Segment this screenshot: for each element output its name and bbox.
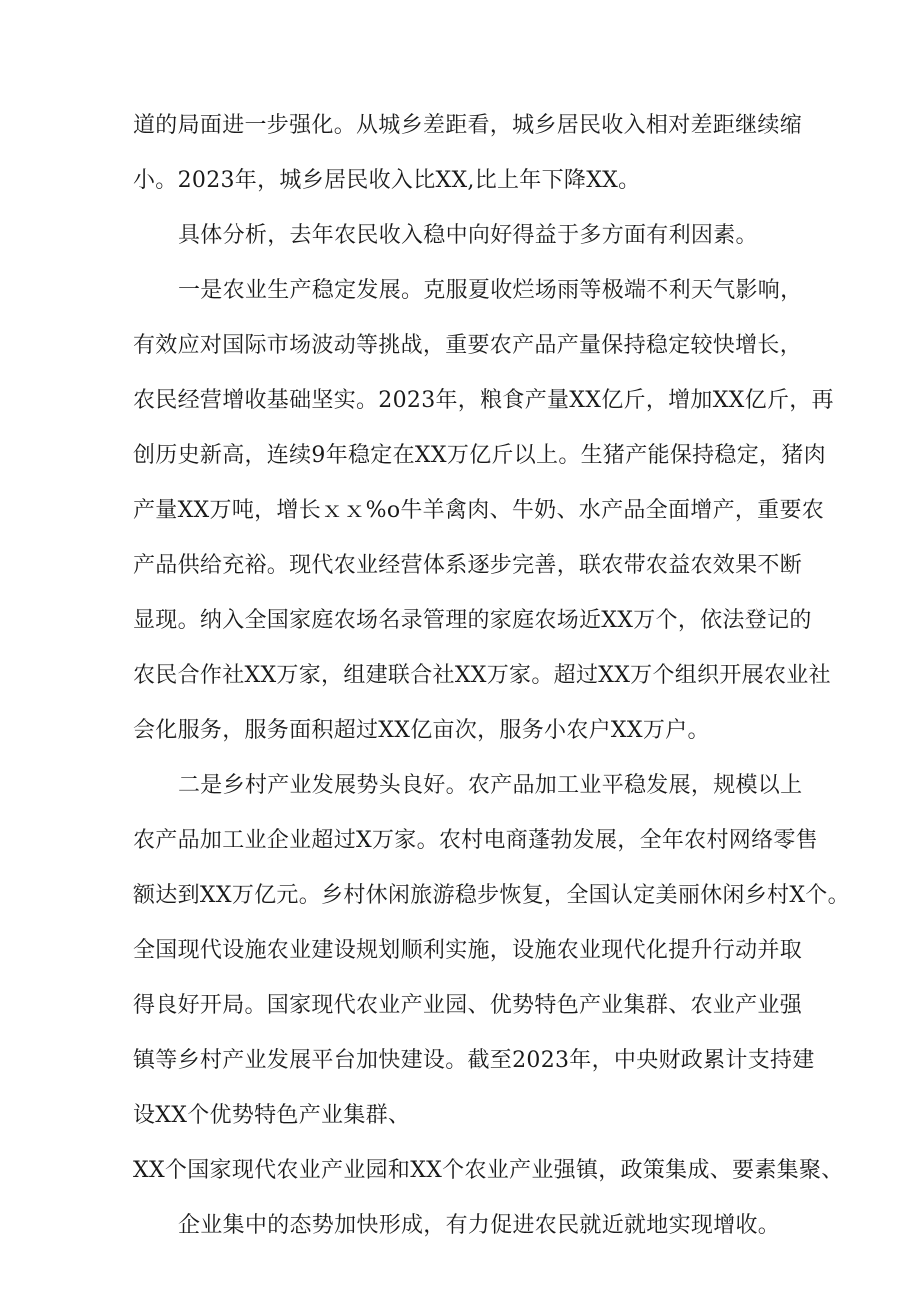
text-line: 有效应对国际市场波动等挑战，重要农产品产量保持稳定较快增长，	[133, 333, 803, 358]
text-line: 农产品加工业企业超过X万家。农村电商蓬勃发展，全年农村网络零售	[133, 828, 818, 853]
paragraph-line: 具体分析，去年农民收入稳中向好得益于多方面有利因素。	[178, 223, 758, 248]
text-line: 显现。纳入全国家庭农场名录管理的家庭农场近XX万个，依法登记的	[133, 608, 812, 633]
text-line: 道的局面进一步强化。从城乡差距看，城乡居民收入相对差距继续缩	[133, 113, 803, 138]
paragraph-line: 企业集中的态势加快形成，有力促进农民就近就地实现增收。	[178, 1213, 781, 1238]
text-line: 额达到XX万亿元。乡村休闲旅游稳步恢复，全国认定美丽休闲乡村X个。	[133, 883, 850, 908]
text-line: 镇等乡村产业发展平台加快建设。截至2023年，中央财政累计支持建	[133, 1048, 815, 1073]
text-line: 农民经营增收基础坚实。2023年，粮食产量XX亿斤，增加XX亿斤，再	[133, 388, 834, 413]
text-line: 设XX个优势特色产业集群、	[133, 1103, 411, 1128]
text-line: 创历史新高，连续9年稳定在XX万亿斤以上。生猪产能保持稳定，猪肉	[133, 443, 826, 468]
text-line: 全国现代设施农业建设规划顺利实施，设施农业现代化提升行动并取	[133, 938, 803, 963]
text-line: 会化服务，服务面积超过XX亿亩次，服务小农户XX万户。	[133, 718, 710, 743]
text-line: 产量XX万吨，增长ｘｘ%o牛羊禽肉、牛奶、水产品全面增产，重要农	[133, 498, 825, 523]
paragraph-line: 一是农业生产稳定发展。克服夏收烂场雨等极端不利天气影响，	[178, 278, 803, 303]
text-line: XX个国家现代农业产业园和XX个农业产业强镇，政策集成、要素集聚、	[133, 1158, 844, 1183]
text-line: 农民合作社XX万家，组建联合社XX万家。超过XX万个组织开展农业社	[133, 663, 831, 688]
text-line: 得良好开局。国家现代农业产业园、优势特色产业集群、农业产业强	[133, 993, 803, 1018]
text-line: 小。2023年，城乡居民收入比XX,比上年下降XX。	[133, 168, 641, 193]
text-line: 产品供给充裕。现代农业经营体系逐步完善，联农带农益农效果不断	[133, 553, 803, 578]
paragraph-line: 二是乡村产业发展势头良好。农产品加工业平稳发展，规模以上	[178, 773, 803, 798]
